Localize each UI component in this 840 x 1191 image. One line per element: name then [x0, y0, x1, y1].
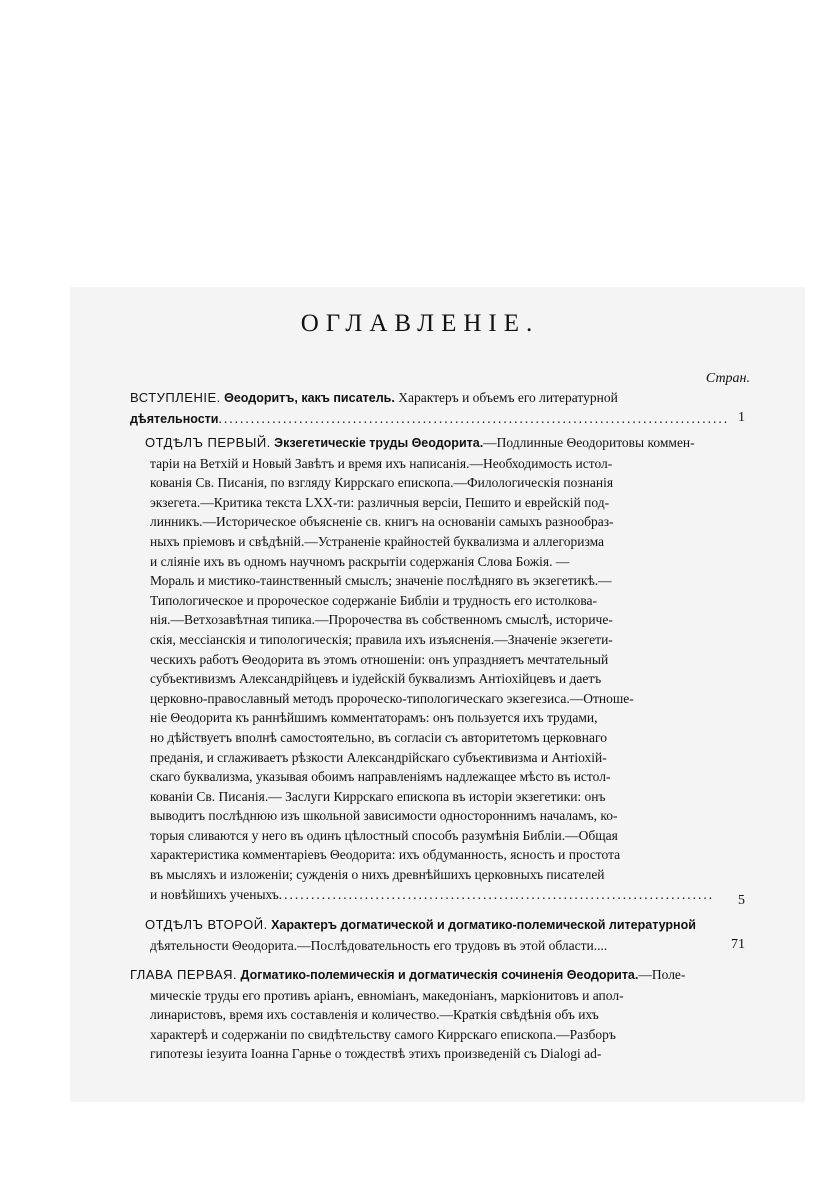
entry-heading: ГЛАВА ПЕРВАЯ.	[130, 967, 238, 982]
entry-text-line: линникъ.—Историческое объясненiе св. книгъ на основанiи самыхъ разнообраз-	[150, 514, 614, 530]
entry-text-line: экзегета.—Критика текста LXX-ти: различныя версiи, Пешито и еврейскiй под-	[150, 494, 610, 510]
entry-subtitle: Догматико-полемическiя и догматическiя сочиненiя Θеодорита.	[240, 968, 639, 982]
toc-entry-part-one	[145, 433, 745, 908]
entry-page-number: 1	[738, 410, 745, 425]
entry-heading: ОТДѢЛЪ ПЕРВЫЙ.	[145, 435, 271, 450]
entry-subtitle: Характеръ догматической и догматико-полемической литературной	[271, 918, 696, 932]
entry-text-line: нiе Θеодорита къ раннѣйшимъ комментаторамъ: онъ пользуется ихъ трудами,	[150, 710, 598, 726]
toc-entry-chapter-one	[130, 965, 720, 1064]
entry-text-line: но дѣйствуетъ вполнѣ самостоятельно, въ согласiи съ авторитетомъ церковнаго	[150, 729, 607, 745]
entry-text-line: субъективизмъ Александрiйцевъ и iудейскiй буквализмъ Антiохiйцевъ и даетъ	[150, 671, 602, 687]
entry-text-line: выводитъ послѣднюю изъ школьной зависимости одностороннимъ началамъ, ко-	[150, 808, 618, 824]
entry-text-line: ческихъ работъ Θеодорита въ этомъ отношенiи: онъ упраздняетъ мечтательный	[150, 651, 609, 667]
entry-text-line: —Поле-	[638, 967, 686, 982]
page-column-label: Стран.	[705, 371, 750, 386]
toc-entry-introduction	[130, 388, 745, 429]
entry-text-line: характерѣ и содержанiи по свидѣтельству самого Киррскаго епископа.—Разборъ	[150, 1026, 616, 1042]
toc-entry-part-two	[145, 915, 745, 955]
entry-text-line: скаго буквализма, указывая обоимъ направленiямъ надлежащее мѣсто въ истол-	[150, 769, 611, 785]
entry-text-line: церковно-православный методъ пророческо-типологическаго экзегезиса.—Отноше-	[150, 690, 634, 706]
dot-leader	[219, 409, 731, 429]
entry-page-number: 5	[738, 893, 745, 908]
entry-text-line: и слiянiе ихъ въ одномъ научномъ раскрытiи содержанiя Слова Божiя. —	[150, 553, 570, 569]
entry-text-line: и новѣйшихъ ученыхъ	[150, 886, 279, 902]
entry-subtitle: Экзегетическiе труды Θеодорита.	[274, 436, 484, 450]
entry-text-line: скiя, мессiанскiя и типологическiя; правила ихъ изъясненiя.—Значенiе экзегети-	[150, 631, 613, 647]
entry-text-line: мическiе труды его противъ арiанъ, евномiанъ, македонiанъ, маркiонитовъ и апол-	[150, 987, 624, 1003]
entry-text-line: ныхъ прiемовъ и свѣдѣнiй.—Устраненiе крайностей буквализма и аллегоризма	[150, 533, 605, 549]
entry-subtitle: Θеодоритъ, какъ писатель.	[224, 391, 395, 405]
entry-text-line: нiя.—Ветхозавѣтная типика.—Пророчества въ собственномъ смыслѣ, историче-	[150, 612, 613, 628]
entry-text-line: дѣятельности Θеодорита.—Послѣдовательность его трудовъ въ этой области....	[150, 937, 608, 953]
entry-heading: ОТДѢЛЪ ВТОРОЙ.	[145, 917, 268, 932]
entry-page-number: 71	[731, 937, 745, 952]
entry-text-line: характеристика комментарiевъ Θеодорита: ихъ обдуманность, ясность и простота	[150, 847, 621, 863]
entry-text-line: гипотезы iезуита Iоанна Гарнье о тождествѣ этихъ произведенiй съ Dialogi ad-	[150, 1046, 602, 1062]
entry-text-line: кованiя Св. Писанiя, по взгляду Киррскаго епископа.—Филологическiя познанiя	[150, 475, 614, 491]
entry-text-line: Типологическое и пророческое содержанiе Библiи и трудность его истолкова-	[150, 592, 598, 608]
entry-text-line: Мораль и мистико-таинственный смыслъ; значенiе послѣдняго въ экзегетикѣ.—	[150, 573, 612, 589]
entry-text-line: линаристовъ, время ихъ составленiя и количество.—Краткiя свѣдѣнiя объ ихъ	[150, 1007, 599, 1023]
dot-leader	[279, 885, 715, 905]
entry-text-line: Характеръ и объемъ его литературной	[398, 390, 618, 405]
entry-text-line: кованiи Св. Писанiя.— Заслуги Киррскаго епископа въ исторiи экзегетики: онъ	[150, 788, 606, 804]
entry-text-line: —Подлинные Θеодоритовы коммен-	[483, 435, 695, 450]
entry-text-line: въ мысляхъ и изложенiи; сужденiя о нихъ древнѣйшихъ церковныхъ писателей	[150, 867, 605, 883]
entry-text-line: торыя сливаются у него въ одинъ цѣлостный способъ разумѣнiя Библiи.—Общая	[150, 827, 618, 843]
entry-text-line: преданiя, и сглаживаетъ рѣзкости Александрiйскаго субъективизма и Антiохiй-	[150, 749, 607, 765]
entry-text-line: дѣятельности	[130, 411, 219, 426]
entry-text-line: тарiи на Ветхiй и Новый Завѣтъ и время ихъ написанiя.—Необходимость истол-	[150, 455, 613, 471]
page-title: ОГЛАВЛЕНIЕ.	[300, 310, 540, 337]
entry-heading: ВСТУПЛЕНIЕ.	[130, 390, 221, 405]
